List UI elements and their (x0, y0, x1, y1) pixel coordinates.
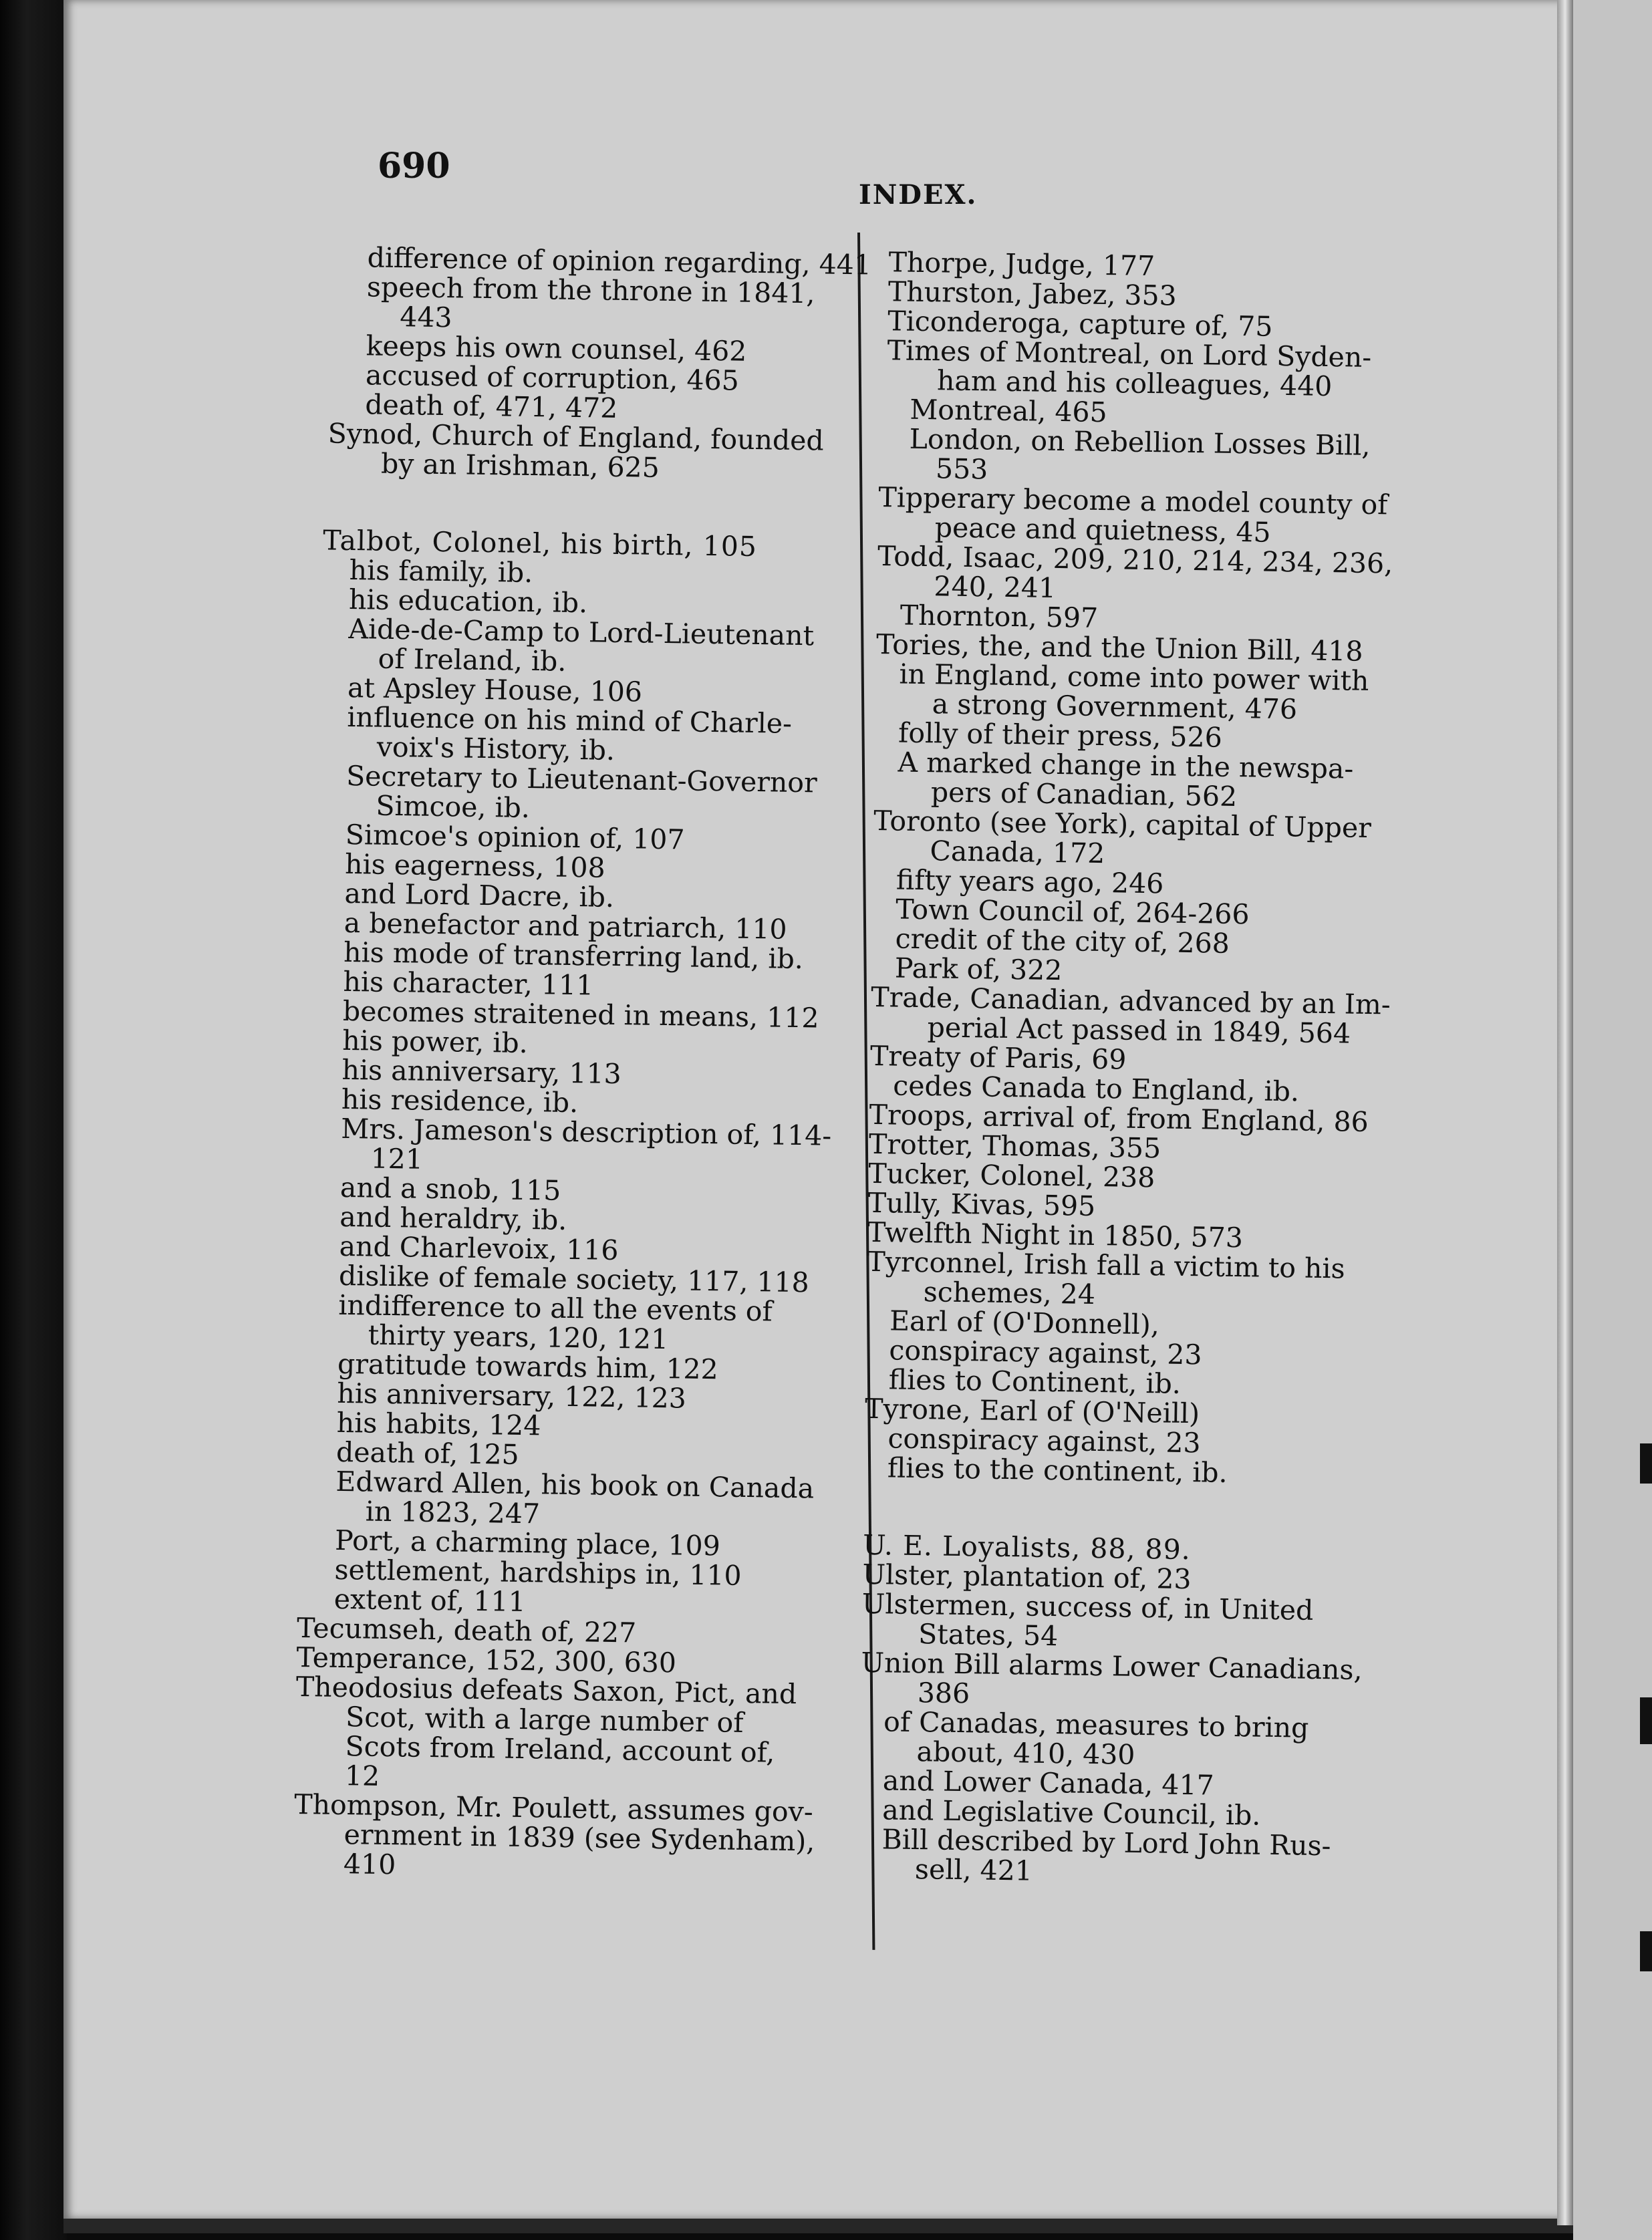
index-entry: his education, ib. (348, 583, 588, 619)
index-entry: gratitude towards him, 122 (337, 1347, 719, 1386)
index-entry: ernment in 1839 (see Sydenham), (343, 1818, 815, 1858)
facing-page-edge (1573, 0, 1652, 2240)
facing-page-glyph (1640, 1697, 1652, 1744)
index-entry: Tyrone, Earl of (O'Neill) (864, 1392, 1200, 1430)
index-entry: States, 54 (918, 1618, 1059, 1653)
index-entry: Ulster, plantation of, 23 (862, 1558, 1192, 1596)
index-entry: in England, come into power with (899, 658, 1369, 697)
index-entry: Tucker, Colonel, 238 (868, 1157, 1155, 1194)
index-entry: Talbot, Colonel, his birth, 105 (323, 524, 758, 563)
index-entry: Tipperary become a model county of (878, 481, 1388, 521)
index-entry: cedes Canada to England, ib. (893, 1069, 1300, 1108)
index-entry: Trotter, Thomas, 355 (868, 1127, 1161, 1165)
book-spine (0, 0, 67, 2240)
index-entry: London, on Rebellion Losses Bill, (909, 422, 1371, 462)
index-entry: Ticonderoga, capture of, 75 (887, 305, 1273, 343)
index-entry: ham and his colleagues, 440 (936, 364, 1333, 403)
index-entry: schemes, 24 (923, 1276, 1096, 1310)
index-entry: Scots from Ireland, account of, (345, 1730, 775, 1769)
index-entry: Tories, the, and the Union Bill, 418 (875, 628, 1363, 668)
index-entry: voix's History, ib. (376, 730, 615, 766)
index-entry: Thurston, Jabez, 353 (887, 275, 1178, 312)
index-entry: in 1823, 247 (365, 1495, 541, 1530)
index-entry: 410 (343, 1848, 396, 1881)
facing-page-glyph (1640, 1931, 1652, 1971)
index-entry: a benefactor and patriarch, 110 (343, 906, 787, 946)
index-entry: conspiracy against, 23 (889, 1334, 1202, 1371)
index-entry: his eagerness, 108 (344, 847, 605, 884)
index-entry: Edward Allen, his book on Canada (335, 1465, 815, 1505)
index-entry: pers of Canadian, 562 (930, 776, 1238, 813)
index-entry: fifty years ago, 246 (896, 863, 1164, 900)
index-entry: keeps his own counsel, 462 (366, 329, 747, 368)
index-entry: of Canadas, measures to bring (883, 1705, 1309, 1744)
facing-page-glyph (1640, 1443, 1652, 1484)
index-entry: 386 (917, 1677, 970, 1710)
index-entry: Ulstermen, success of, in United (861, 1587, 1314, 1627)
index-entry: A marked change in the newspa- (898, 746, 1354, 785)
index-entry: and a snob, 115 (339, 1171, 561, 1207)
index-entry: Montreal, 465 (910, 393, 1108, 429)
index-entry: Union Bill alarms Lower Canadians, (861, 1646, 1363, 1686)
index-entry: Thompson, Mr. Poulett, assumes gov- (293, 1788, 813, 1828)
index-entry: Simcoe, ib. (376, 789, 531, 825)
index-entry: Trade, Canadian, advanced by an Im- (870, 980, 1391, 1021)
index-entry: 121 (370, 1142, 424, 1175)
index-entry: his mode of transferring land, ib. (343, 936, 804, 976)
index-entry: difference of opinion regarding, 441 (367, 241, 872, 281)
index-entry: of Ireland, ib. (378, 642, 567, 678)
index-entry: his residence, ib. (341, 1083, 579, 1119)
index-entry: at Apsley House, 106 (347, 671, 643, 708)
index-entry: Toronto (see York), capital of Upper (873, 804, 1372, 845)
index-entry: perial Act passed in 1849, 564 (927, 1011, 1351, 1050)
index-entry: death of, 471, 472 (365, 388, 618, 424)
index-entry: his anniversary, 122, 123 (337, 1377, 687, 1415)
index-entry: Earl of (O'Donnell), (889, 1304, 1160, 1341)
index-entry: 240, 241 (934, 570, 1057, 604)
index-entry: Theodosius defeats Saxon, Pict, and (295, 1670, 797, 1711)
index-entry: folly of their press, 526 (898, 716, 1223, 754)
index-entry: settlement, hardships in, 110 (334, 1553, 742, 1592)
index-entry: flies to Continent, ib. (888, 1363, 1182, 1400)
index-entry: dislike of female society, 117, 118 (338, 1259, 810, 1299)
index-entry: credit of the city of, 268 (895, 922, 1230, 960)
index-entry: a strong Government, 476 (932, 688, 1298, 726)
index-entry: Town Council of, 264-266 (895, 893, 1250, 931)
index-entry: Scot, with a large number of (345, 1701, 744, 1739)
index-entry: Todd, Isaac, 209, 210, 214, 234, 236, (877, 540, 1393, 580)
index-column-left (283, 242, 896, 1886)
index-entry: becomes straitened in means, 112 (342, 994, 819, 1034)
index-entry: influence on his mind of Charle- (347, 700, 793, 740)
index-entry: Thornton, 597 (900, 599, 1099, 634)
index-entry: Secretary to Lieutenant-Governor (346, 759, 818, 799)
index-entry: and Legislative Council, ib. (881, 1794, 1261, 1832)
index-entry: and heraldry, ib. (339, 1200, 567, 1236)
index-entry: Tecumseh, death of, 227 (296, 1611, 637, 1649)
index-entry: Times of Montreal, on Lord Syden- (887, 334, 1372, 374)
index-entry: 12 (344, 1760, 380, 1792)
index-entry: Twelfth Night in 1850, 573 (867, 1216, 1244, 1254)
index-entry: and Charlevoix, 116 (339, 1230, 619, 1267)
index-entry: Simcoe's opinion of, 107 (345, 818, 685, 856)
index-entry: Park of, 322 (894, 952, 1063, 987)
index-entry: sell, 421 (914, 1853, 1033, 1887)
index-entry: Tully, Kivas, 595 (867, 1186, 1096, 1222)
index-entry: U. E. Loyalists, 88, 89. (862, 1528, 1192, 1566)
index-entry: and Lower Canada, 417 (882, 1764, 1214, 1802)
index-entry: Thorpe, Judge, 177 (888, 246, 1155, 283)
index-entry: Tyrconnel, Irish fall a victim to his (867, 1245, 1346, 1285)
index-entry: accused of corruption, 465 (365, 359, 740, 397)
index-entry: death of, 125 (335, 1435, 520, 1471)
index-entry: Troops, arrival of, from England, 86 (869, 1098, 1369, 1139)
index-entry: thirty years, 120, 121 (368, 1318, 669, 1356)
index-entry: conspiracy against, 23 (887, 1422, 1201, 1459)
index-entry: Aide-de-Camp to Lord-Lieutenant (348, 612, 815, 652)
index-entry: by an Irishman, 625 (380, 447, 660, 484)
index-entry: Canada, 172 (930, 835, 1105, 870)
index-entry: extent of, 111 (333, 1582, 526, 1619)
index-entry: about, 410, 430 (916, 1735, 1135, 1771)
running-head: INDEX. (859, 179, 978, 211)
index-entry: Bill described by Lord John Rus- (881, 1823, 1331, 1862)
index-entry: his family, ib. (349, 553, 533, 589)
index-entry: Treaty of Paris, 69 (869, 1039, 1127, 1076)
page-number: 690 (378, 146, 450, 186)
index-entry: Synod, Church of England, founded (327, 417, 825, 457)
page-edge (1557, 0, 1573, 2225)
index-entry: his anniversary, 113 (341, 1053, 622, 1091)
index-entry: his character, 111 (343, 965, 594, 1002)
index-entry: indifference to all the events of (338, 1288, 773, 1328)
index-entry: Port, a charming place, 109 (334, 1524, 721, 1562)
index-entry: Mrs. Jameson's description of, 114- (340, 1112, 832, 1152)
index-entry: Temperance, 152, 300, 630 (296, 1641, 677, 1679)
index-entry: and Lord Dacre, ib. (344, 877, 615, 914)
index-entry: flies to the continent, ib. (887, 1451, 1228, 1489)
index-entry: his habits, 124 (336, 1406, 541, 1442)
index-entry: 553 (935, 452, 988, 486)
index-entry: 443 (399, 301, 452, 334)
index-entry: peace and quietness, 45 (934, 511, 1271, 549)
index-entry: his power, ib. (341, 1024, 529, 1060)
index-column-right (855, 247, 1454, 1891)
index-entry: speech from the throne in 1841, (366, 271, 815, 310)
